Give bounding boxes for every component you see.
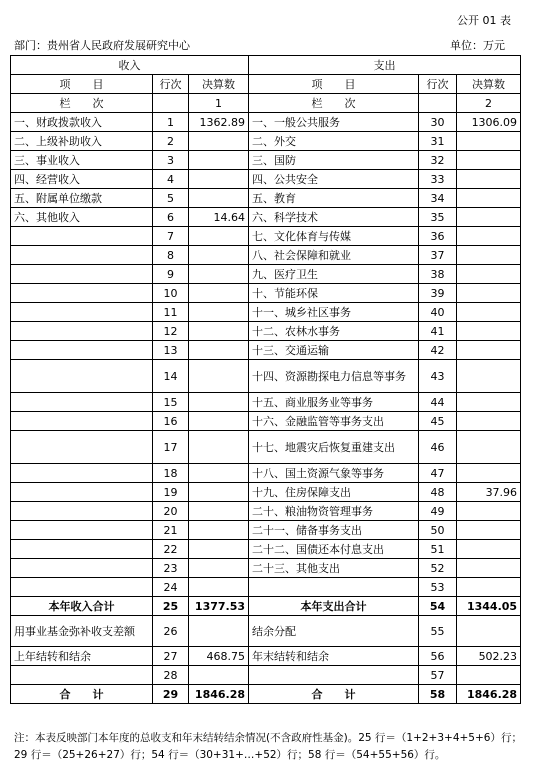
income-item-cell — [11, 265, 153, 284]
expense-amount-cell — [457, 322, 521, 341]
income-line-cell: 18 — [153, 464, 189, 483]
income-amount-cell — [189, 170, 249, 189]
income-item-cell: 用事业基金弥补收支差额 — [11, 616, 153, 647]
expense-amount-cell — [457, 246, 521, 265]
income-line-cell: 10 — [153, 284, 189, 303]
income-amount-cell: 14.64 — [189, 208, 249, 227]
income-item-cell — [11, 578, 153, 597]
expense-amount-cell — [457, 393, 521, 412]
expense-amount-cell — [457, 265, 521, 284]
income-column-index-blank — [153, 94, 189, 113]
income-item-cell: 上年结转和结余 — [11, 647, 153, 666]
expense-item-cell: 五、教育 — [249, 189, 419, 208]
table-row — [11, 502, 521, 521]
table-row — [11, 303, 521, 322]
income-line-cell: 1 — [153, 113, 189, 132]
expense-amount-cell — [457, 616, 521, 647]
income-amount-cell — [189, 393, 249, 412]
expense-amount-cell — [457, 341, 521, 360]
table-row — [11, 246, 521, 265]
expense-line-cell: 52 — [419, 559, 457, 578]
expense-line-cell: 30 — [419, 113, 457, 132]
expense-amount-cell: 1306.09 — [457, 113, 521, 132]
expense-item-cell: 十九、住房保障支出 — [249, 483, 419, 502]
income-line-cell: 5 — [153, 189, 189, 208]
income-line-cell: 11 — [153, 303, 189, 322]
income-line-cell: 8 — [153, 246, 189, 265]
income-line-cell: 14 — [153, 360, 189, 393]
expense-line-cell: 36 — [419, 227, 457, 246]
expense-amount-cell — [457, 666, 521, 685]
income-line-cell: 6 — [153, 208, 189, 227]
income-amount-cell: 1362.89 — [189, 113, 249, 132]
expense-item-cell: 年末结转和结余 — [249, 647, 419, 666]
income-item-header: 项 目 — [11, 75, 153, 94]
income-amount-cell — [189, 360, 249, 393]
expense-line-cell: 34 — [419, 189, 457, 208]
expense-item-cell: 二十三、其他支出 — [249, 559, 419, 578]
income-item-cell — [11, 303, 153, 322]
expense-amount-cell — [457, 170, 521, 189]
table-row — [11, 151, 521, 170]
income-amount-cell — [189, 521, 249, 540]
income-item-cell: 四、经营收入 — [11, 170, 153, 189]
income-item-cell: 六、其他收入 — [11, 208, 153, 227]
expense-line-cell: 38 — [419, 265, 457, 284]
income-amount-cell — [189, 151, 249, 170]
income-item-cell: 一、财政拨款收入 — [11, 113, 153, 132]
table-row — [11, 540, 521, 559]
table-row — [11, 483, 521, 502]
expense-line-cell: 53 — [419, 578, 457, 597]
expense-item-cell: 十、节能环保 — [249, 284, 419, 303]
expense-item-cell: 十六、金融监管等事务支出 — [249, 412, 419, 431]
table-row — [11, 132, 521, 151]
expense-amount-cell — [457, 464, 521, 483]
income-amount-cell — [189, 483, 249, 502]
income-amount-cell — [189, 431, 249, 464]
expense-item-cell — [249, 578, 419, 597]
expense-line-cell: 40 — [419, 303, 457, 322]
income-amount-cell — [189, 502, 249, 521]
income-amount-cell — [189, 578, 249, 597]
expense-line-header: 行次 — [419, 75, 457, 94]
table-row — [11, 360, 521, 393]
income-item-cell — [11, 412, 153, 431]
expense-column-index-number: 2 — [457, 94, 521, 113]
expense-item-cell: 合 计 — [249, 685, 419, 704]
income-amount-header: 决算数 — [189, 75, 249, 94]
expense-item-cell: 十八、国土资源气象等事务 — [249, 464, 419, 483]
income-item-cell: 五、附属单位缴款 — [11, 189, 153, 208]
expense-amount-cell — [457, 189, 521, 208]
expense-item-cell: 二十、粮油物资管理事务 — [249, 502, 419, 521]
table-row — [11, 341, 521, 360]
income-amount-cell — [189, 666, 249, 685]
income-item-cell — [11, 431, 153, 464]
income-amount-cell: 1377.53 — [189, 597, 249, 616]
income-line-cell: 21 — [153, 521, 189, 540]
expense-line-cell: 41 — [419, 322, 457, 341]
income-amount-cell — [189, 559, 249, 578]
expense-item-cell: 十一、城乡社区事务 — [249, 303, 419, 322]
expense-item-cell: 八、社会保障和就业 — [249, 246, 419, 265]
income-amount-cell — [189, 227, 249, 246]
income-line-cell: 26 — [153, 616, 189, 647]
expense-line-cell: 42 — [419, 341, 457, 360]
income-amount-cell — [189, 303, 249, 322]
income-item-cell — [11, 559, 153, 578]
income-line-cell: 23 — [153, 559, 189, 578]
income-expense-table — [10, 55, 521, 704]
table-row — [11, 685, 521, 704]
expense-item-cell — [249, 666, 419, 685]
expense-amount-header: 决算数 — [457, 75, 521, 94]
expense-item-cell: 十三、交通运输 — [249, 341, 419, 360]
expense-line-cell: 32 — [419, 151, 457, 170]
expense-item-cell: 九、医疗卫生 — [249, 265, 419, 284]
expense-line-cell: 37 — [419, 246, 457, 265]
expense-amount-cell — [457, 521, 521, 540]
expense-line-cell: 47 — [419, 464, 457, 483]
table-row — [11, 616, 521, 647]
table-row — [11, 464, 521, 483]
income-line-cell: 9 — [153, 265, 189, 284]
table-row — [11, 647, 521, 666]
table-row — [11, 170, 521, 189]
expense-amount-cell — [457, 578, 521, 597]
income-line-cell: 7 — [153, 227, 189, 246]
footnote: 注：本表反映部门本年度的总收支和年末结转结余情况(不含政府性基金)。25 行＝（1+2+3+4+5+6）行；29 行＝（25+26+27）行；54 行＝（30+31+…+52）行；58 行＝（54+55+56）行。 — [14, 732, 522, 761]
income-line-cell: 13 — [153, 341, 189, 360]
table-row — [11, 521, 521, 540]
table-row — [11, 322, 521, 341]
expense-line-cell: 46 — [419, 431, 457, 464]
expense-amount-cell — [457, 132, 521, 151]
income-item-cell — [11, 341, 153, 360]
expense-line-cell: 49 — [419, 502, 457, 521]
income-line-cell: 15 — [153, 393, 189, 412]
expense-item-cell: 四、公共安全 — [249, 170, 419, 189]
income-item-cell — [11, 540, 153, 559]
income-item-cell — [11, 521, 153, 540]
expense-amount-cell — [457, 151, 521, 170]
income-column-index-label: 栏 次 — [11, 94, 153, 113]
expense-line-cell: 55 — [419, 616, 457, 647]
income-amount-cell — [189, 265, 249, 284]
expense-line-cell: 50 — [419, 521, 457, 540]
expense-line-cell: 48 — [419, 483, 457, 502]
income-amount-cell — [189, 464, 249, 483]
expense-section-header: 支出 — [249, 56, 521, 75]
table-row — [11, 597, 521, 616]
unit-label: 单位：万元 — [450, 39, 505, 52]
expense-amount-cell: 502.23 — [457, 647, 521, 666]
expense-item-cell: 二十一、储备事务支出 — [249, 521, 419, 540]
income-item-cell — [11, 284, 153, 303]
expense-line-cell: 39 — [419, 284, 457, 303]
income-amount-cell: 468.75 — [189, 647, 249, 666]
department-label: 部门：贵州省人民政府发展研究中心 — [14, 39, 190, 52]
income-line-header: 行次 — [153, 75, 189, 94]
expense-line-cell: 58 — [419, 685, 457, 704]
expense-line-cell: 44 — [419, 393, 457, 412]
expense-column-index-label: 栏 次 — [249, 94, 419, 113]
expense-item-cell: 七、文化体育与传媒 — [249, 227, 419, 246]
income-item-cell — [11, 393, 153, 412]
table-row — [11, 559, 521, 578]
expense-line-cell: 45 — [419, 412, 457, 431]
income-amount-cell — [189, 284, 249, 303]
income-amount-cell — [189, 246, 249, 265]
table-row — [11, 284, 521, 303]
expense-item-cell: 十二、农林水事务 — [249, 322, 419, 341]
income-item-cell — [11, 322, 153, 341]
income-item-cell — [11, 360, 153, 393]
expense-line-cell: 51 — [419, 540, 457, 559]
expense-amount-cell: 1344.05 — [457, 597, 521, 616]
income-amount-cell — [189, 540, 249, 559]
income-item-cell — [11, 246, 153, 265]
expense-line-cell: 35 — [419, 208, 457, 227]
form-code: 公开 01 表 — [457, 14, 511, 27]
income-item-cell — [11, 483, 153, 502]
income-line-cell: 12 — [153, 322, 189, 341]
income-line-cell: 19 — [153, 483, 189, 502]
expense-amount-cell — [457, 360, 521, 393]
expense-line-cell: 54 — [419, 597, 457, 616]
expense-line-cell: 31 — [419, 132, 457, 151]
expense-item-cell: 一、一般公共服务 — [249, 113, 419, 132]
income-line-cell: 28 — [153, 666, 189, 685]
expense-item-header: 项 目 — [249, 75, 419, 94]
income-item-cell: 三、事业收入 — [11, 151, 153, 170]
income-amount-cell — [189, 341, 249, 360]
income-amount-cell — [189, 189, 249, 208]
expense-amount-cell — [457, 208, 521, 227]
income-amount-cell — [189, 132, 249, 151]
expense-amount-cell — [457, 284, 521, 303]
table-row — [11, 265, 521, 284]
table-row — [11, 393, 521, 412]
expense-item-cell: 十四、资源勘探电力信息等事务 — [249, 360, 419, 393]
table-row — [11, 189, 521, 208]
income-item-cell — [11, 464, 153, 483]
expense-item-cell: 二十二、国债还本付息支出 — [249, 540, 419, 559]
income-line-cell: 25 — [153, 597, 189, 616]
expense-item-cell: 十七、地震灾后恢复重建支出 — [249, 431, 419, 464]
income-amount-cell — [189, 412, 249, 431]
income-line-cell: 27 — [153, 647, 189, 666]
income-amount-cell: 1846.28 — [189, 685, 249, 704]
table-row — [11, 666, 521, 685]
table-row — [11, 208, 521, 227]
table-row — [11, 431, 521, 464]
income-section-header: 收入 — [11, 56, 249, 75]
expense-amount-cell — [457, 502, 521, 521]
income-line-cell: 24 — [153, 578, 189, 597]
expense-amount-cell — [457, 303, 521, 322]
expense-line-cell: 43 — [419, 360, 457, 393]
expense-item-cell: 十五、商业服务业等事务 — [249, 393, 419, 412]
expense-line-cell: 56 — [419, 647, 457, 666]
expense-column-index-blank — [419, 94, 457, 113]
income-amount-cell — [189, 322, 249, 341]
expense-item-cell: 二、外交 — [249, 132, 419, 151]
income-item-cell — [11, 502, 153, 521]
income-item-cell — [11, 227, 153, 246]
income-line-cell: 3 — [153, 151, 189, 170]
income-line-cell: 17 — [153, 431, 189, 464]
expense-item-cell: 三、国防 — [249, 151, 419, 170]
income-item-cell: 本年收入合计 — [11, 597, 153, 616]
income-line-cell: 4 — [153, 170, 189, 189]
expense-line-cell: 57 — [419, 666, 457, 685]
table-row — [11, 227, 521, 246]
income-line-cell: 20 — [153, 502, 189, 521]
income-line-cell: 22 — [153, 540, 189, 559]
expense-amount-cell — [457, 431, 521, 464]
table-row — [11, 113, 521, 132]
table-row — [11, 412, 521, 431]
table-row — [11, 578, 521, 597]
income-item-cell: 合 计 — [11, 685, 153, 704]
expense-item-cell: 本年支出合计 — [249, 597, 419, 616]
expense-amount-cell — [457, 540, 521, 559]
expense-line-cell: 33 — [419, 170, 457, 189]
income-item-cell — [11, 666, 153, 685]
income-line-cell: 2 — [153, 132, 189, 151]
expense-item-cell: 六、科学技术 — [249, 208, 419, 227]
income-amount-cell — [189, 616, 249, 647]
expense-amount-cell — [457, 412, 521, 431]
expense-amount-cell — [457, 559, 521, 578]
income-item-cell: 二、上级补助收入 — [11, 132, 153, 151]
expense-item-cell: 结余分配 — [249, 616, 419, 647]
income-line-cell: 29 — [153, 685, 189, 704]
expense-amount-cell: 37.96 — [457, 483, 521, 502]
expense-amount-cell: 1846.28 — [457, 685, 521, 704]
income-column-index-number: 1 — [189, 94, 249, 113]
expense-amount-cell — [457, 227, 521, 246]
income-line-cell: 16 — [153, 412, 189, 431]
